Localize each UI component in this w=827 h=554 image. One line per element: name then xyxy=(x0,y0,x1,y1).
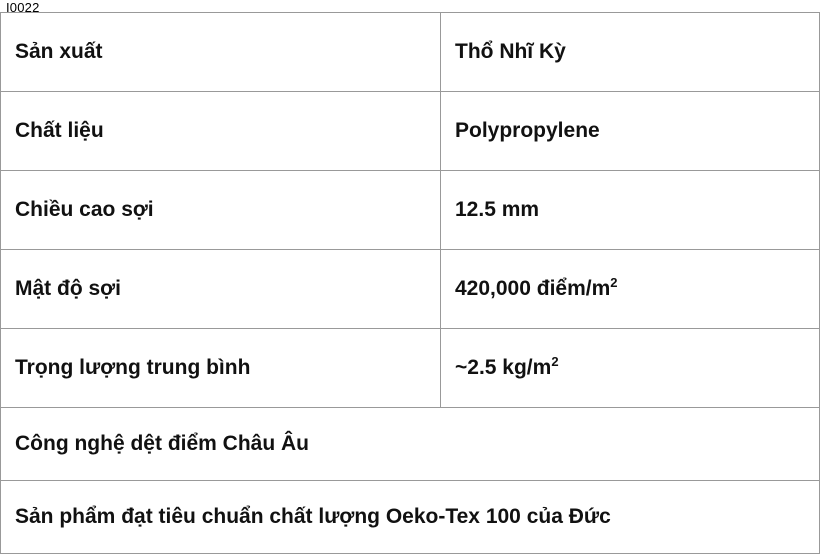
spec-value xyxy=(441,13,820,92)
spec-value xyxy=(441,171,820,250)
spec-value xyxy=(441,92,820,171)
table-row xyxy=(1,329,820,408)
spec-label: Mật độ sợi xyxy=(1,250,441,329)
spec-value-superscript: 2 xyxy=(610,274,618,290)
table-row xyxy=(1,481,820,554)
spec-label: Trọng lượng trung bình xyxy=(1,329,441,408)
spec-value xyxy=(441,329,820,408)
table-row xyxy=(1,92,820,171)
spec-statement: Sản phẩm đạt tiêu chuẩn chất lượng Oeko-Tex 100 của Đức xyxy=(1,481,820,554)
image-identifier-label: I0022 xyxy=(6,0,40,15)
spec-value-text: ~2.5 kg/m xyxy=(455,355,552,379)
table-row xyxy=(1,250,820,329)
spec-label: Chiều cao sợi xyxy=(1,171,441,250)
spec-value-text: 420,000 điểm/m xyxy=(455,276,611,300)
spec-label: Sản xuất xyxy=(1,13,441,92)
spec-statement: Công nghệ dệt điểm Châu Âu xyxy=(1,408,820,481)
product-specification-table xyxy=(0,12,820,554)
table-row xyxy=(1,171,820,250)
spec-value-superscript: 2 xyxy=(551,353,559,369)
table-row xyxy=(1,13,820,92)
spec-value xyxy=(441,250,820,329)
spec-value-text: 12.5 mm xyxy=(455,197,540,221)
spec-value-text: Polypropylene xyxy=(455,118,600,142)
table-row xyxy=(1,408,820,481)
spec-label: Chất liệu xyxy=(1,92,441,171)
table-body xyxy=(1,13,820,554)
spec-value-text: Thổ Nhĩ Kỳ xyxy=(455,39,566,63)
